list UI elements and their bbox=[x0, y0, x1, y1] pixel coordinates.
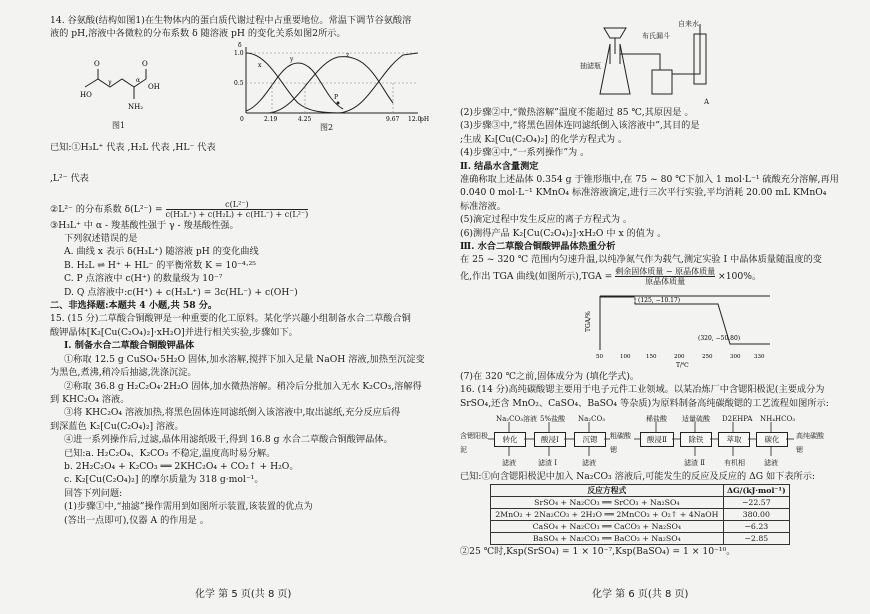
table-cell: 2MnO₂ + 2Na₂CO₃ + 2H₂O ══ 2MnCO₃ + O₂↑ + 4NaOH bbox=[491, 508, 724, 520]
flow-box: 转化 bbox=[494, 432, 526, 447]
structures-row bbox=[50, 154, 455, 172]
svg-text:NH₂: NH₂ bbox=[128, 102, 144, 111]
reaction-table bbox=[490, 484, 790, 545]
q15-cont-line: (2)步骤②中,“微热溶解”温度不能超过 85 ℃,其原因是 。 bbox=[460, 107, 694, 118]
svg-text:δ: δ bbox=[238, 41, 242, 49]
flow-reagent: 5%盐酸 bbox=[540, 415, 566, 424]
svg-text:y: y bbox=[290, 55, 294, 63]
q15-line: 已知:a. H₂C₂O₄、K₂CO₃ 不稳定,温度高时易分解。 bbox=[64, 447, 276, 459]
flow-box: 沉锶 bbox=[574, 432, 606, 447]
flow-box: 萃取 bbox=[718, 432, 750, 447]
question-ask: 下列叙述错误的是 bbox=[64, 233, 138, 245]
option-b: B. H₂L ⇌ H⁺ + HL⁻ 的平衡常数 K = 10⁻⁴·²⁵ bbox=[64, 259, 256, 271]
q15-7: (7)在 320 ℃之前,固体成分为 (填化学式)。 bbox=[460, 370, 640, 382]
flow-box: 酸浸Ⅰ bbox=[534, 432, 566, 447]
note3: ③H₃L⁺ 中 α - 羧基酸性强于 γ - 羧基酸性强。 bbox=[50, 219, 239, 231]
svg-text:T/℃: T/℃ bbox=[676, 361, 689, 369]
table-cell: BaSO₄ + Na₂CO₃ ══ BaCO₃ + Na₂SO₄ bbox=[491, 532, 724, 544]
table-cell: SrSO₄ + Na₂CO₃ ══ SrCO₃ + Na₂SO₄ bbox=[491, 496, 724, 508]
q15-cont-line: 0.040 0 mol·L⁻¹ KMnO₄ 标准溶液滴定,进行三次平行实验,平均消耗 20.00 mL KMnO₄ bbox=[460, 187, 827, 199]
q15-line: (1)步骤①中,“抽滤”操作需用到如图所示装置,该装置的优点为 bbox=[64, 501, 313, 513]
svg-text:0.5: 0.5 bbox=[234, 79, 244, 87]
flow-reagent: NH₄HCO₃ bbox=[760, 415, 796, 424]
q15-line: ②称取 36.8 g H₂C₂O₄·2H₂O 固体,加水微热溶解。稍冷后分批加入无水 K₂CO₃,溶解得 bbox=[64, 380, 422, 392]
svg-text:α: α bbox=[136, 76, 141, 84]
q16-line: SrSO₄,还含 MnO₂、CaSO₄、BaSO₄ 等杂质)为原料制备高纯碳酸锶的工艺流程如图所示: bbox=[460, 397, 829, 409]
svg-text:100: 100 bbox=[620, 353, 631, 360]
table-cell: −6.23 bbox=[723, 520, 789, 532]
svg-text:4.25: 4.25 bbox=[298, 115, 312, 123]
flow-reagent: 稀盐酸 bbox=[646, 415, 667, 424]
flow-waste: 滤液 bbox=[582, 459, 596, 468]
svg-text:150: 150 bbox=[646, 353, 657, 360]
table-intro: 已知:①向含锶阳极泥中加入 Na₂CO₃ 溶液后,可能发生的反应及反应的 ΔG 如下表所示: bbox=[460, 471, 816, 483]
table-cell: −2.85 bbox=[723, 532, 789, 544]
flow-waste: 滤渣 Ⅰ bbox=[538, 459, 557, 468]
table-cell: CaSO₄ + Na₂CO₃ ══ CaCO₃ + Na₂SO₄ bbox=[491, 520, 724, 532]
flow-box: 除铁 bbox=[680, 432, 712, 447]
flow-waste: 滤液 bbox=[764, 459, 778, 468]
distribution-chart bbox=[228, 43, 428, 131]
flow-intermediate: 粗碳酸锶 bbox=[610, 432, 631, 454]
q15-cont-line: 准确称取上述晶体 0.354 g 于锥形瓶中,在 75 ~ 80 ℃下加入 1 mol·L⁻¹ 硫酸充分溶解,再用 bbox=[460, 174, 839, 186]
table-header: 反应方程式 bbox=[491, 484, 724, 496]
flow-waste: 滤渣 Ⅱ bbox=[684, 459, 705, 468]
q15-line: 到深蓝色 K₂[Cu(C₂O₄)₂] 溶液。 bbox=[50, 420, 184, 432]
known-line: 已知:①H₃L⁺ 代表 ,H₂L 代表 ,HL⁻ 代表 bbox=[50, 141, 216, 153]
svg-text:250: 250 bbox=[702, 353, 713, 360]
table-cell: −22.57 bbox=[723, 496, 789, 508]
flow-reagent: Na₂CO₃ bbox=[578, 415, 606, 424]
svg-text:50: 50 bbox=[596, 353, 603, 360]
q15-line: 到 KHC₂O₄ 溶液。 bbox=[50, 393, 130, 405]
left-column bbox=[50, 14, 455, 527]
flow-reagent: Na₂CO₃溶液 bbox=[496, 415, 538, 424]
ksp-line: ②25 ℃时,Ksp(SrSO₄) = 1 × 10⁻⁷,Ksp(BaSO₄) = 1 × 10⁻¹⁰。 bbox=[460, 545, 736, 557]
flow-waste: 滤液 bbox=[502, 459, 516, 468]
svg-text:P: P bbox=[334, 93, 339, 101]
q15-cont-line: ;生成 K₂[Cu(C₂O₄)₂] 的化学方程式为 。 bbox=[460, 133, 628, 145]
q15-line: 酸钾晶体[K₂[Cu(C₂O₄)₂]·xH₂O]并进行相关实验,步骤如下。 bbox=[50, 326, 298, 338]
q15-line: 回答下列问题: bbox=[64, 487, 123, 499]
table-row bbox=[491, 508, 790, 520]
process-flowchart bbox=[460, 412, 865, 468]
page-footer-right: 化学 第 6 页(共 8 页) bbox=[592, 589, 689, 600]
svg-text:TGA/%: TGA/% bbox=[585, 311, 592, 332]
table-row bbox=[491, 496, 790, 508]
svg-text:O: O bbox=[94, 59, 100, 68]
table-cell: 380.00 bbox=[723, 508, 789, 520]
q15-line: ④进一系列操作后,过滤,晶体用滤纸吸干,得到 16.8 g 水合二草酸合铜酸钾晶体。 bbox=[64, 434, 393, 446]
svg-text:200: 200 bbox=[674, 353, 685, 360]
tga-formula: 化,作出 TGA 曲线(如图所示),TGA = $\frac{\text{剩余固体质量 − 原晶体质量}}{\text{原晶体质量}}$ ×100%。 bbox=[460, 266, 762, 286]
q15-cont-line: 在 25 ~ 320 ℃ 范围内匀速升温,以纯净氮气作为载气,测定实验 Ⅰ 中晶体质量随温度的变 bbox=[460, 254, 822, 266]
table-row bbox=[491, 532, 790, 544]
q16-line: 16. (14 分)高纯碳酸锶主要用于电子元件工业领域。以某冶炼厂中含锶阳极泥(主要成分为 bbox=[460, 384, 825, 396]
tga-chart bbox=[460, 288, 865, 368]
flow-box: 碳化 bbox=[756, 432, 788, 447]
flow-start: 含锶阳极泥 bbox=[460, 432, 488, 454]
svg-text:O: O bbox=[142, 59, 148, 68]
svg-text:9.67: 9.67 bbox=[386, 115, 400, 123]
q14-line: 液的 pH,溶液中各微粒的分布系数 δ 随溶液 pH 的变化关系如图2所示。 bbox=[50, 28, 346, 40]
svg-text:330: 330 bbox=[754, 353, 765, 360]
q15-line: c. K₂[Cu(C₂O₄)₂] 的摩尔质量为 318 g·mol⁻¹。 bbox=[64, 474, 264, 486]
delta-definition: ②L²⁻ 的分布系数 δ(L²⁻) = $\frac{\text{c(L²⁻)}}{\text{c(H₃L⁺) + c(H₂L) + c(HL⁻) + c(L²⁻)}}$ bbox=[50, 199, 309, 219]
filtration-apparatus bbox=[460, 14, 865, 106]
svg-text:1.0: 1.0 bbox=[234, 49, 244, 57]
q15-cont-line: (5)滴定过程中发生反应的离子方程式为 。 bbox=[460, 214, 633, 226]
tap-label: 自来水 bbox=[678, 20, 699, 28]
q15-line: ①称取 12.5 g CuSO₄·5H₂O 固体,加水溶解,搅拌下加入足量 NaOH 溶液,加热至沉淀变 bbox=[64, 353, 425, 365]
instrument-a-label: A bbox=[704, 98, 710, 106]
svg-text:12.0: 12.0 bbox=[408, 115, 422, 123]
apparatus-drawing bbox=[590, 14, 750, 106]
flask-label: 抽滤瓶 bbox=[580, 62, 601, 70]
svg-text:0: 0 bbox=[240, 115, 244, 123]
q14-line: 14. 谷氨酸(结构如图1)在生物体内的蛋白质代谢过程中占重要地位。常温下调节谷氨酸溶 bbox=[50, 15, 412, 26]
tga-plot bbox=[580, 288, 780, 368]
section-title: 二、非选择题:本题共 4 小题,共 58 分。 bbox=[50, 300, 218, 312]
right-column bbox=[460, 14, 865, 558]
known-line: ,L²⁻ 代表 bbox=[50, 173, 89, 185]
q15-line: b. 2H₂C₂O₄ + K₂CO₃ ══ 2KHC₂O₄ + CO₂↑ + H₂O。 bbox=[64, 460, 299, 472]
q15-line: ③将 KHC₂O₄ 溶液加热,将黑色固体连同滤纸倒入该溶液中,取出滤纸,充分反应后得 bbox=[64, 407, 401, 419]
svg-text:γ: γ bbox=[108, 78, 112, 86]
option-d: D. Q 点溶液中:c(H⁺) + c(H₃L⁺) = 3c(HL⁻) + c(OH⁻) bbox=[64, 286, 298, 298]
flow-reagent: D2EHPA bbox=[722, 415, 753, 424]
q15-cont-line: Ⅱ. 结晶水含量测定 bbox=[460, 160, 539, 172]
q15-cont-line: (6)测得产品 K₂[Cu(C₂O₄)₂]·xH₂O 中 x 的值为 。 bbox=[460, 227, 667, 239]
q15-line: (答出一点即可),仪器 A 的作用是 。 bbox=[64, 514, 209, 526]
svg-text:(125, −10.17): (125, −10.17) bbox=[638, 296, 681, 304]
option-c: C. P 点溶液中 c(H⁺) 的数量级为 10⁻⁷ bbox=[64, 273, 223, 285]
q15-cont-line: (3)步骤③中,“将黑色固体连同滤纸倒入该溶液中”,其目的是 bbox=[460, 120, 700, 132]
svg-text:2.19: 2.19 bbox=[264, 115, 278, 123]
tga-fraction: $\frac{\text{剩余固体质量 − 原晶体质量}}{\text{原晶体质量}}$ bbox=[615, 266, 716, 286]
glutamic-acid-structure bbox=[80, 57, 170, 127]
q15-line: Ⅰ. 制备水合二草酸合铜酸钾晶体 bbox=[64, 340, 195, 352]
q15-cont-line: 标准溶液。 bbox=[460, 200, 506, 212]
svg-text:OH: OH bbox=[148, 82, 160, 91]
flow-box: 酸浸Ⅱ bbox=[640, 432, 674, 447]
q15-line: 为黑色,煮沸,稍冷后抽滤,洗涤沉淀。 bbox=[50, 367, 197, 379]
svg-text:HO: HO bbox=[80, 90, 92, 99]
fig1-caption: 图1 bbox=[112, 120, 126, 130]
table-header: ΔG/(kJ·mol⁻¹) bbox=[723, 484, 789, 496]
svg-text:z: z bbox=[346, 51, 350, 59]
table-row bbox=[491, 520, 790, 532]
flow-reagent: 适量硫酸 bbox=[682, 415, 710, 424]
q15-cont-line: Ⅲ. 水合二草酸合铜酸钾晶体热重分析 bbox=[460, 241, 616, 253]
svg-text:300: 300 bbox=[730, 353, 741, 360]
delta-fraction: $\frac{\text{c(L²⁻)}}{\text{c(H₃L⁺) + c(H₂L) + c(HL⁻) + c(L²⁻)}}$ bbox=[165, 199, 309, 219]
fig2-caption: 图2 bbox=[320, 122, 334, 132]
structures-row bbox=[50, 186, 455, 200]
svg-text:(320, −50.80): (320, −50.80) bbox=[698, 334, 741, 342]
svg-text:pH: pH bbox=[420, 115, 430, 123]
q14-figures bbox=[50, 43, 455, 131]
q15-line: 15. (15 分)二草酸合铜酸钾是一种重要的化工原料。某化学兴趣小组制备水合二草酸合铜 bbox=[50, 313, 411, 325]
option-a: A. 曲线 x 表示 δ(H₃L⁺) 随溶液 pH 的变化曲线 bbox=[64, 246, 259, 258]
funnel-label: 布氏漏斗 bbox=[642, 32, 670, 40]
flow-waste: 有机相 bbox=[724, 459, 745, 468]
svg-text:x: x bbox=[258, 61, 262, 69]
table-header-row bbox=[491, 484, 790, 496]
q15-cont-line: (4)步骤④中,“一系列操作”为 。 bbox=[460, 147, 590, 159]
flow-end: 高纯碳酸锶 bbox=[796, 432, 824, 454]
page-footer-left: 化学 第 5 页(共 8 页) bbox=[195, 589, 292, 600]
